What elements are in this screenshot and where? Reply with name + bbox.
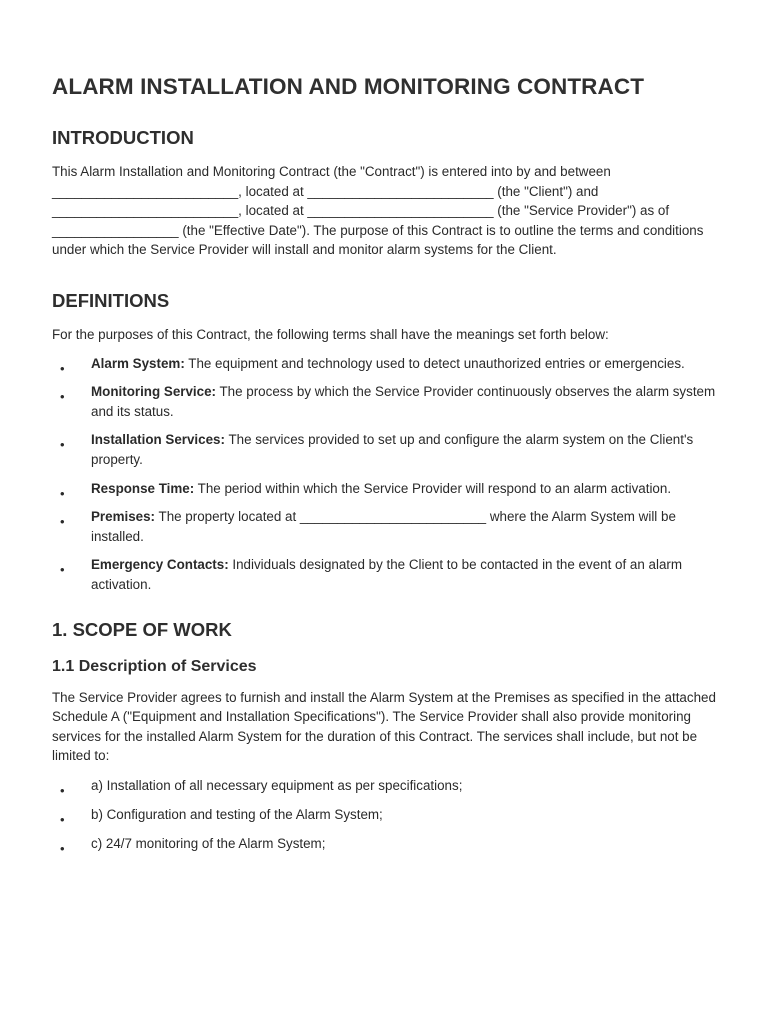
definitions-intro: For the purposes of this Contract, the following terms shall have the meanings set forth below:: [52, 326, 609, 342]
definition-term: Installation Services:: [91, 432, 225, 448]
definition-item: [52, 507, 718, 546]
services-paragraph: The Service Provider agrees to furnish and install the Alarm System at the Premises as specified in the attached Schedule A ("Equipment and Installation Specifications"). The Service Provider shall also provide monitoring services for the installed Alarm System for the duration of this Contract. The services shall include, but not be limited to:: [52, 689, 716, 764]
bullet-icon: •: [60, 562, 65, 578]
definition-item: [52, 382, 718, 421]
bullet-icon: •: [60, 514, 65, 530]
definition-term: Monitoring Service:: [91, 384, 216, 400]
service-item-text: a) Installation of all necessary equipment as per specifications;: [91, 777, 463, 793]
document-title: ALARM INSTALLATION AND MONITORING CONTRACT: [52, 74, 645, 99]
services-list: [52, 776, 718, 857]
bullet-icon: •: [60, 841, 65, 857]
service-item: [52, 776, 718, 796]
bullet-icon: •: [60, 811, 65, 827]
definition-text: The property located at _________________________ where the Alarm System will be installed.: [91, 509, 676, 544]
service-item-text: b) Configuration and testing of the Alarm System;: [91, 806, 383, 822]
service-item-text: c) 24/7 monitoring of the Alarm System;: [91, 836, 326, 852]
introduction-paragraph: This Alarm Installation and Monitoring Contract (the "Contract") is entered into by and between _________________________, located at _________________________ (the "Client") and _________________________, located at _________________________ (the "Service Provider") as of _________________ (the "Effective Date"). The purpose of this Contract is to outline the terms and conditions under which the Service Provider will install and monitor alarm systems for the Client.: [52, 164, 704, 258]
introduction-heading: INTRODUCTION: [52, 127, 194, 148]
definition-term: Emergency Contacts:: [91, 557, 229, 573]
bullet-icon: •: [60, 485, 65, 501]
definition-term: Response Time:: [91, 480, 195, 496]
definition-text: Individuals designated by the Client to be contacted in the event of an alarm activation.: [91, 557, 683, 592]
definition-item: [52, 479, 718, 499]
definition-text: The period within which the Service Provider will respond to an alarm activation.: [194, 480, 672, 496]
bullet-icon: •: [60, 437, 65, 453]
definition-term: Alarm System:: [91, 355, 185, 371]
scope-heading: 1. SCOPE OF WORK: [52, 618, 232, 640]
definitions-heading: DEFINITIONS: [52, 289, 170, 311]
definition-text: The process by which the Service Provider continuously observes the alarm system and its status.: [91, 384, 716, 419]
definition-item: [52, 430, 718, 469]
bullet-icon: •: [60, 782, 65, 798]
definition-text: The equipment and technology used to detect unauthorized entries or emergencies.: [184, 355, 685, 371]
bullet-icon: •: [60, 360, 65, 376]
definition-text: The services provided to set up and configure the alarm system on the Client's property.: [91, 432, 694, 467]
definition-item: [52, 354, 718, 374]
service-item: [52, 834, 718, 857]
definition-item: [52, 555, 718, 594]
definition-term: Premises:: [91, 509, 156, 525]
services-subheading: 1.1 Description of Services: [52, 657, 257, 675]
definitions-list: [52, 354, 718, 595]
bullet-icon: •: [60, 389, 65, 405]
service-item: [52, 805, 718, 825]
